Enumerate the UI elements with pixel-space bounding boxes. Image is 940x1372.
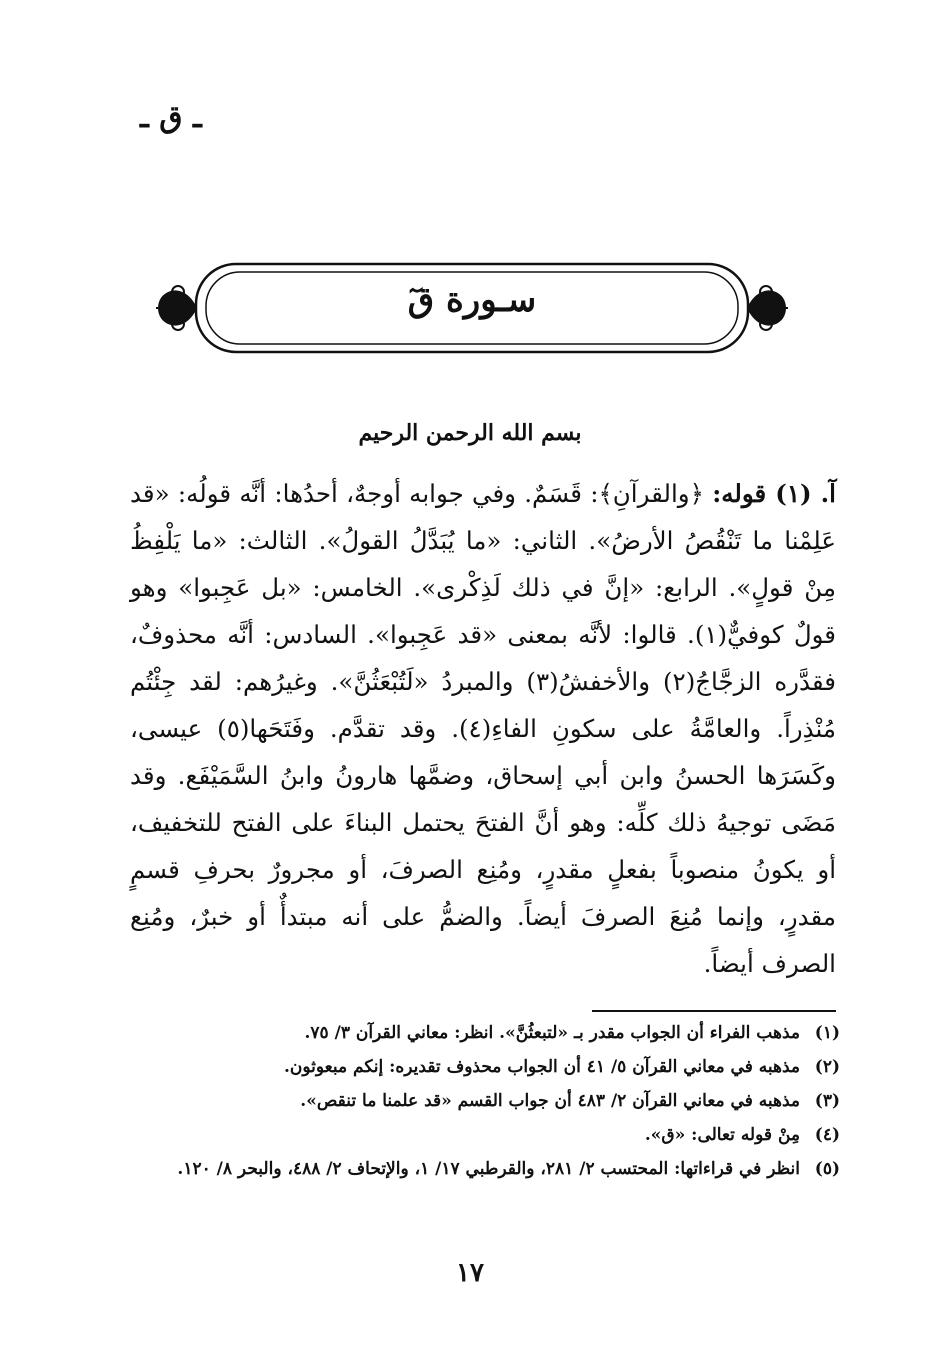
footnote-divider xyxy=(592,1010,836,1012)
main-text xyxy=(130,470,836,987)
footnote-3 xyxy=(140,1084,840,1118)
footnote-number: (٥) xyxy=(814,1159,840,1179)
running-header: ـ ق ـ xyxy=(140,100,202,135)
footnote-number: (٢) xyxy=(814,1057,840,1077)
footnote-text: مذهبه في معاني القرآن ٥/ ٤١ أن الجواب محذوف تقديره: إنكم مبعوثون. xyxy=(283,1057,800,1077)
footnote-4 xyxy=(140,1118,840,1152)
footnote-1 xyxy=(140,1016,840,1050)
surah-title-banner xyxy=(156,258,788,358)
footnote-number: (٤) xyxy=(814,1125,840,1145)
footnote-text: مذهب الفراء أن الجواب مقدر بـ «لتبعثُنَّ». انظر: معاني القرآن ٣/ ٧٥. xyxy=(304,1023,800,1043)
footnote-number: (٣) xyxy=(814,1091,840,1111)
footnote-text: مذهبه في معاني القرآن ٢/ ٤٨٣ أن جواب القسم «قد علمنا ما تنقص». xyxy=(300,1091,800,1111)
footnote-2 xyxy=(140,1050,840,1084)
basmala: بسم الله الرحمن الرحيم xyxy=(358,420,582,446)
footnote-text: انظر في قراءاتها: المحتسب ٢/ ٢٨١، والقرطبي ١٧/ ١، والإتحاف ٢/ ٤٨٨، والبحر ٨/ ١٢٠. xyxy=(177,1159,800,1179)
surah-title: سـورة قٓ xyxy=(407,280,537,320)
main-paragraph xyxy=(130,470,836,987)
footnote-5 xyxy=(140,1152,840,1186)
commentary-text: ﴿والقرآنِ﴾: قَسَمٌ. وفي جوابه أوجهٌ، أحدُها: أنَّه قولُه: «قد عَلِمْنا ما تَنْقُصُ الأرضُ». الثاني: «ما يُبَدَّلُ القولُ». الثالث: «ما يَلْفِظُ مِنْ قولٍ». الرابع: «إنَّ في ذلك لَذِكْرى». الخامس: «بل عَجِبوا» وهو قولٌ كوفيٌّ(١). قالوا: لأنَّه بمعنى «قد عَجِبوا». السادس: أنَّه محذوفٌ، فقدَّره الزجَّاجُ(٢) والأخفشُ(٣) والمبردُ «لَتُبْعَثُنَّ». وغيرُهم: لقد جِئْتُم مُنْذِراً. والعامَّةُ على سكونِ الفاءِ(٤). وقد تقدَّم. وفَتَحَها(٥) عيسى، وكَسَرَها الحسنُ وابن أبي إسحاق، وضمَّها هارونُ وابنُ السَّمَيْفَع. وقد مَضَى توجيهُ ذلك كلِّه: وهو أنَّ الفتحَ يحتمل البناءَ على الفتح للتخفيف، أو يكونُ منصوباً بفعلٍ مقدرٍ، ومُنِع الصرفَ، أو مجرورٌ بحرفِ قسمٍ مقدرٍ، وإنما مُنِعَ الصرفَ أيضاً. والضمُّ على أنه مبتدأٌ أو خبرٌ، ومُنِع الصرف أيضاً. xyxy=(130,479,836,978)
footnotes xyxy=(140,1016,840,1186)
verse-reference: آ. (١) قوله: xyxy=(712,479,836,508)
footnote-text: مِنْ قوله تعالى: «ق». xyxy=(644,1125,800,1145)
page-number: ١٧ xyxy=(456,1258,484,1288)
footnote-number: (١) xyxy=(814,1023,840,1043)
